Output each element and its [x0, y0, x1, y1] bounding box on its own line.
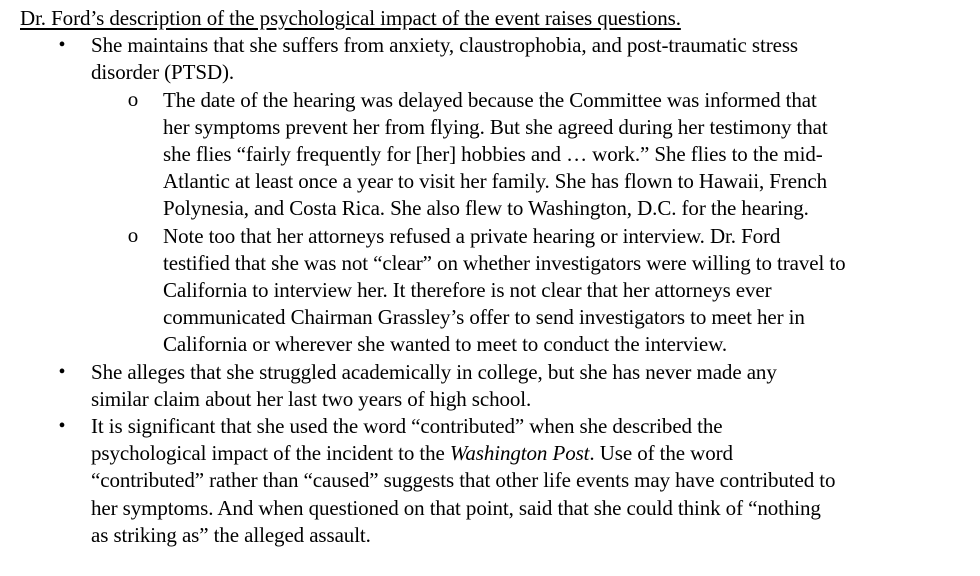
- text-line: “contributed” rather than “caused” suggests that other life events may have contributed to: [91, 468, 836, 493]
- text-line: California or wherever she wanted to meet to conduct the interview.: [163, 332, 727, 357]
- sub-bullet-marker: o: [127, 222, 139, 247]
- text-line: The date of the hearing was delayed because the Committee was informed that: [163, 87, 817, 112]
- text-line: she flies “fairly frequently for [her] hobbies and … work.” She flies to the mid-: [163, 142, 823, 167]
- text-segment: psychological impact of the incident to the: [91, 441, 450, 466]
- sub-bullet-item-attorneys: [20, 223, 980, 359]
- bullet-marker: •: [58, 360, 66, 383]
- bullet-item-academics: [20, 359, 980, 413]
- text-line: her symptoms prevent her from flying. But she agreed during her testimony that: [163, 114, 828, 139]
- text-line: Atlantic at least once a year to visit her family. She has flown to Hawaii, French: [163, 169, 827, 194]
- text-line: Note too that her attorneys refused a private hearing or interview. Dr. Ford: [163, 223, 781, 248]
- text-line: She maintains that she suffers from anxiety, claustrophobia, and post-traumatic stress: [91, 33, 798, 58]
- text-line: It is significant that she used the word “contributed” when she described the: [91, 414, 723, 439]
- text-line: communicated Chairman Grassley’s offer to send investigators to meet her in: [163, 305, 805, 330]
- publication-title: Washington Post: [449, 441, 590, 466]
- sub-bullet-item-flying: [20, 87, 980, 223]
- text-line: Polynesia, and Costa Rica. She also flew to Washington, D.C. for the hearing.: [163, 196, 809, 221]
- text-line: She alleges that she struggled academically in college, but she has never made any: [91, 359, 777, 384]
- bullet-item-contributed: [20, 413, 980, 549]
- text-line: her symptoms. And when questioned on that point, said that she could think of “nothing: [91, 495, 821, 520]
- text-line: disorder (PTSD).: [91, 60, 235, 85]
- text-segment: . Use of the word: [589, 441, 733, 466]
- sub-bullet-marker: o: [127, 86, 139, 111]
- section-heading: Dr. Ford’s description of the psychological impact of the event raises questions.: [20, 6, 681, 30]
- text-line: similar claim about her last two years of high school.: [91, 386, 532, 411]
- bullet-item-ptsd: [20, 32, 980, 86]
- text-line: California to interview her. It therefore is not clear that her attorneys ever: [163, 278, 772, 303]
- text-line: as striking as” the alleged assault.: [91, 522, 371, 547]
- bullet-marker: •: [58, 34, 66, 57]
- text-line: testified that she was not “clear” on whether investigators were willing to travel to: [163, 250, 846, 275]
- text-line: [91, 440, 980, 467]
- bullet-marker: •: [58, 415, 66, 438]
